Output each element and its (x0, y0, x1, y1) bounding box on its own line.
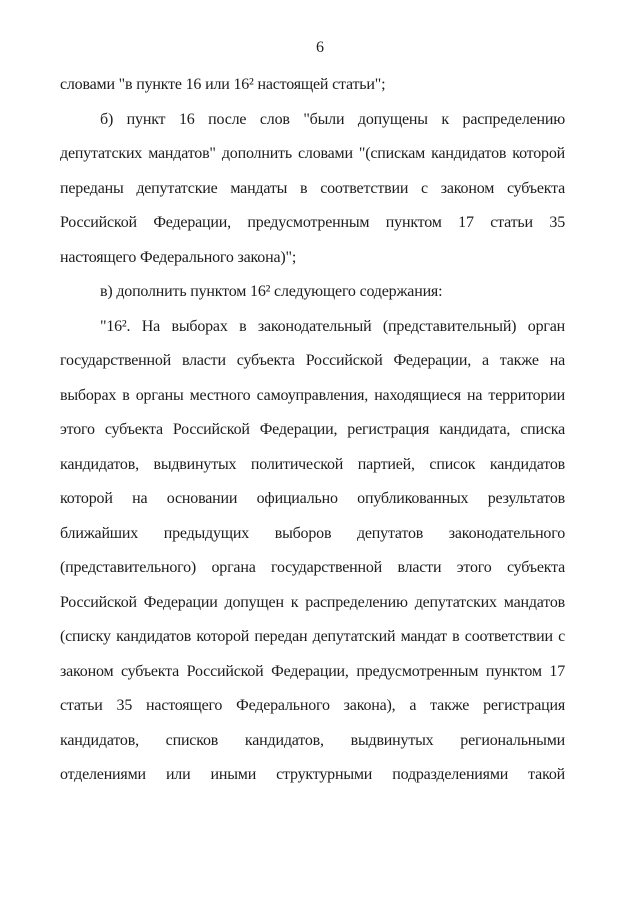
text-line: Российской Федерации допущен к распределению депутатских мандатов (60, 593, 565, 611)
text-line: ближайших предыдущих выборов депутатов законодательного (60, 524, 565, 542)
text-line: "16². На выборах в законодательный (представительный) орган (100, 317, 565, 335)
text-line: статьи 35 настоящего Федерального закона), а также регистрация (60, 697, 565, 714)
text-line: кандидатов, выдвинутых политической партией, список кандидатов (60, 455, 565, 473)
text-line: которой на основании официально опубликованных результатов (60, 490, 565, 507)
text-line: этого субъекта Российской Федерации, регистрация кандидата, списка (60, 421, 565, 438)
text-line: (списку кандидатов которой передан депутатский мандат в соответствии с (60, 628, 565, 645)
text-line: кандидатов, списков кандидатов, выдвинутых региональными (60, 731, 565, 749)
text-line: б) пункт 16 после слов "были допущены к распределению (100, 110, 565, 128)
text-line: отделениями или иными структурными подразделениями такой (60, 766, 565, 783)
text-line: (представительного) органа государственной власти этого субъекта (60, 559, 565, 576)
text-line: Российской Федерации, предусмотренным пунктом 17 статьи 35 (60, 214, 565, 231)
text-line: переданы депутатские мандаты в соответствии с законом субъекта (60, 179, 565, 197)
document-body (60, 68, 565, 793)
text-line: депутатских мандатов" дополнить словами "(спискам кандидатов которой (60, 145, 565, 162)
page-number: 6 (316, 39, 324, 56)
text-line: настоящего Федерального закона)"; (60, 248, 297, 266)
text-line: в) дополнить пунктом 16² следующего содержания: (100, 283, 443, 300)
text-line: государственной власти субъекта Российской Федерации, а также на (60, 352, 565, 369)
text-line: словами "в пункте 16 или 16² настоящей статьи"; (60, 76, 386, 93)
text-line: законом субъекта Российской Федерации, предусмотренным пунктом 17 (60, 662, 565, 680)
text-line: выборах в органы местного самоуправления, находящиеся на территории (60, 386, 565, 404)
